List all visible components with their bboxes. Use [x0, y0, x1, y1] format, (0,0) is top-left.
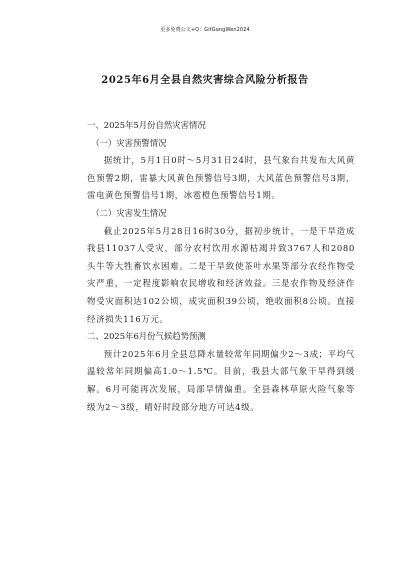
subsection-heading-occurrence: （二）灾害发生情况 — [91, 207, 167, 218]
section-heading-disaster-situation: 一、2025年5月份自然灾害情况 — [87, 120, 206, 130]
paragraph-climate-forecast: 预计2025年6月全县总降水量较常年同期偏少2～3成；平均气温较常年同期偏高1.0～1.5℃。目前，我县大部气象干旱得到缓解。6月可能再次发展，局部旱情偏重。全县森林草原火险气象等级为2～3级，晴好时段部分地方可达4级。 — [87, 348, 355, 412]
paragraph-occurrence: 截止2025年5月28日16时30分，据初步统计，一是干旱造成我县11037人受灾，部分农村饮用水源枯竭并致3767人和2080头牛等大牲畜饮水困难。二是干旱致使茶叶水果等部分农经作物受灾严重，一定程度影响农民增收和经济效益。三是农作物及经济作物受灾面积达102公顷，成灾面积39公顷，绝收面积8公顷。直接经济损失116万元。 — [87, 225, 355, 324]
paragraph-warnings: 据统计，5月1日0时～5月31日24时，县气象台共发布大风黄色预警2期，雷暴大风黄色预警信号3期，大风蓝色预警信号3期，雷电黄色预警信号1期，冰雹橙色预警信号1期。 — [87, 155, 355, 201]
subsection-heading-warnings: （一）灾害预警情况 — [91, 137, 167, 148]
section-heading-climate-forecast: 二、2025年6月份气候趋势预测 — [87, 331, 206, 342]
header-note: 更多免费公文+Q：GitGongWen2024 — [160, 27, 250, 33]
document-title: 2025年6月全县自然灾害综合风险分析报告 — [101, 75, 309, 86]
document-body — [87, 117, 355, 416]
